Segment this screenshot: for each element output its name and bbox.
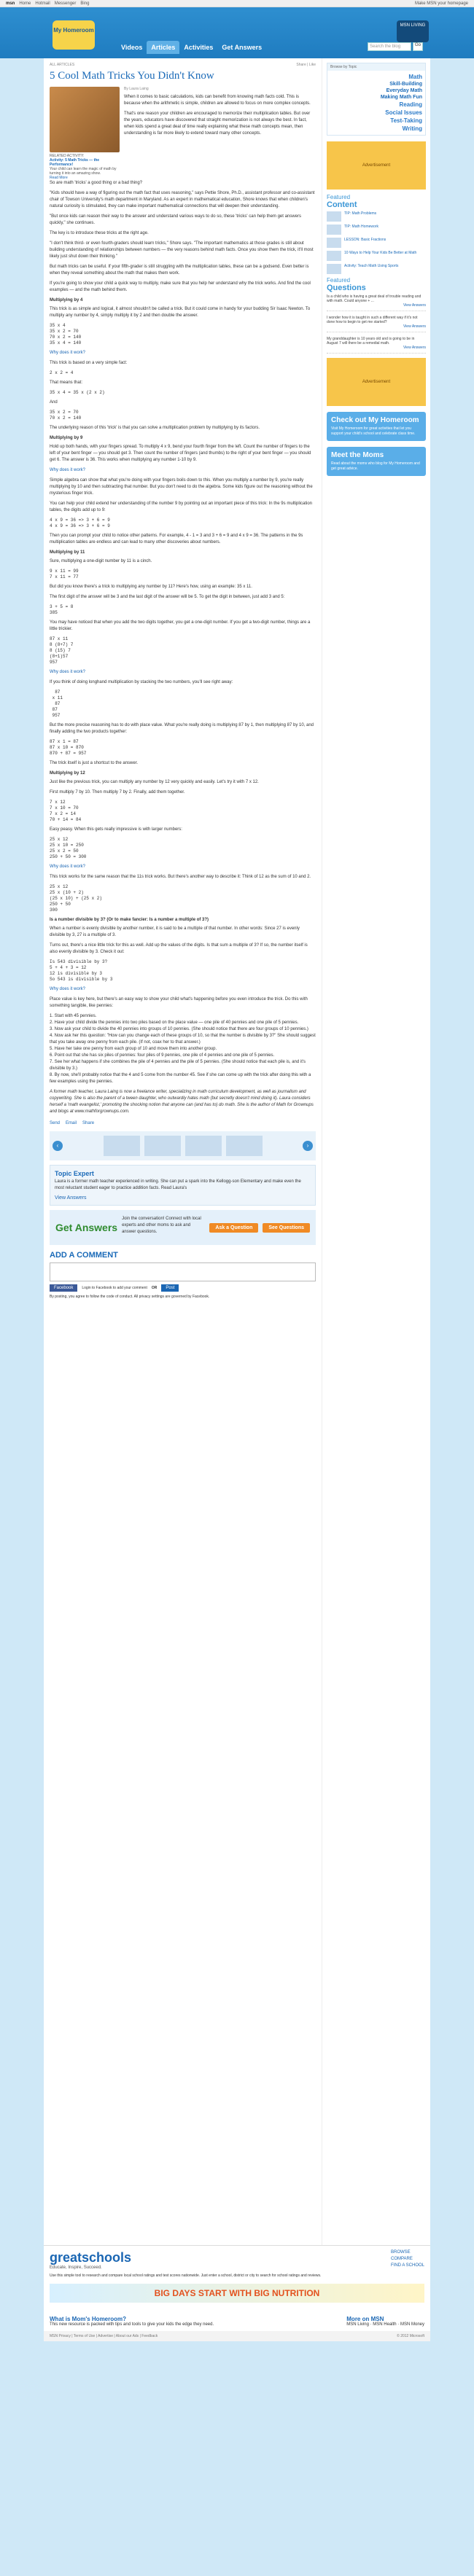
more-msn-title: More on MSN bbox=[346, 2316, 384, 2322]
nav-articles[interactable]: Articles bbox=[147, 41, 179, 54]
why-link[interactable]: Why does it work? bbox=[50, 987, 86, 991]
featured-item[interactable]: TIP: Math Homework bbox=[327, 225, 426, 235]
topic-skill-building[interactable]: Skill-Building bbox=[389, 82, 422, 87]
topbar-link-bing[interactable]: Bing bbox=[80, 1, 90, 6]
calc-block: 35 x 4 35 x 2 = 70 70 x 2 = 140 35 x 4 = 140 bbox=[50, 323, 82, 346]
promo-title: Check out My Homeroom bbox=[331, 416, 419, 424]
add-comment-title: ADD A COMMENT bbox=[50, 1251, 118, 1260]
calc-block: 3 + 5 = 8 385 bbox=[50, 604, 74, 615]
gs-compare[interactable]: COMPARE bbox=[390, 2257, 413, 2261]
comment-textarea[interactable] bbox=[50, 1262, 316, 1281]
para: You can help your child extend her understanding of the number 9 by pointing out an important piece of this trick: In the 9s multiplication tables, the digits add up to 9: bbox=[50, 501, 312, 512]
legal-links[interactable]: MSN Privacy | Terms of Use | Advertise | About our Ads | Feedback bbox=[50, 2334, 158, 2338]
facebook-login-text: Login to Facebook to add your comment bbox=[82, 1286, 147, 1290]
what-is-text: This new resource is packed with tips and tools to give your kids the edge they need. bbox=[50, 2322, 214, 2327]
calc-block: 35 x 4 = 35 x (2 x 2) bbox=[50, 390, 105, 395]
para: This trick is based on a very simple fact: bbox=[50, 361, 128, 365]
featured-questions-title: Featured Questions bbox=[327, 277, 366, 292]
calc-block: 87 x 11 8 (8+7) 7 8 (15) 7 (8+1)57 957 bbox=[50, 636, 74, 665]
topic-everyday-math[interactable]: Everyday Math bbox=[386, 88, 422, 93]
more-msn-link[interactable]: MSN Money bbox=[400, 2322, 424, 2327]
topic-expert-box bbox=[50, 1165, 316, 1206]
para: This trick is as simple and logical, it almost shouldn't be called a trick. But it could come in handy for your budding Sir Isaac Newton. To multiply any number by 4, simply multiply it by 2 and then double the answer. bbox=[50, 307, 311, 318]
sidebar bbox=[322, 58, 430, 2245]
carousel-prev-icon[interactable]: ‹ bbox=[53, 1141, 63, 1151]
para: That means that: bbox=[50, 380, 83, 385]
related-title[interactable]: Activity: 5 Math Tricks — the Performance! bbox=[50, 158, 100, 167]
topic-reading[interactable]: Reading bbox=[399, 101, 422, 108]
all-articles-link[interactable]: ALL ARTICLES bbox=[50, 63, 75, 67]
ask-question-button[interactable]: Ask a Question bbox=[209, 1223, 258, 1233]
carousel-thumb[interactable] bbox=[226, 1136, 263, 1156]
topbar-link-hotmail[interactable]: Hotmail bbox=[35, 1, 50, 6]
section-heading: Multiplying by 11 bbox=[50, 550, 85, 555]
calc-block: 9 x 11 = 99 7 x 11 = 77 bbox=[50, 569, 79, 579]
get-answers-text: Join the conversation! Connect with local experts and other moms to ask and answer questions. bbox=[122, 1217, 201, 1234]
question-item: Is a child who is having a great deal of trouble reading and with math. Could anyone + ... View Answers bbox=[327, 294, 426, 311]
sidebar-ad[interactable]: Advertisement bbox=[327, 141, 426, 190]
read-more-link[interactable]: Read More bbox=[50, 176, 68, 180]
nav-get-answers[interactable]: Get Answers bbox=[222, 44, 263, 51]
para: That's one reason your children are encouraged to memorize their multiplication tables. But over the years, educators have discovered that straight memorization is not always the best. In fact, when kids spend a great deal of time really explaining what these math concepts mean, then understanding is far more likely to extend toward many other concepts. bbox=[124, 112, 311, 136]
para: If you think of doing longhand multiplication by stacking the two numbers, you'll see right away: bbox=[50, 680, 233, 684]
promo-text: Read about the moms who blog for My Homeroom and get great advice. bbox=[331, 461, 420, 471]
greatschools-logo[interactable]: greatschools Educate, Inspire, Succeed. bbox=[50, 2250, 132, 2270]
send-button[interactable]: Send bbox=[50, 1121, 61, 1125]
byline: By Laura Laing bbox=[124, 87, 149, 91]
topbar-link-messenger[interactable]: Messenger bbox=[54, 1, 77, 6]
section-heading: Is a number divisible by 3? (Or to make fancier: Is a number a multiple of 3?) bbox=[50, 918, 209, 922]
promo-title: Meet the Moms bbox=[331, 451, 384, 459]
calc-block: 87 x 11 87 87 957 bbox=[52, 690, 63, 718]
para: Sure, multiplying a one-digit number by 11 is a cinch. bbox=[50, 559, 152, 563]
view-answers-link[interactable]: View Answers bbox=[55, 1195, 87, 1201]
author-bio: A former math teacher, Laura Laing is now a freelance writer, specializing in math curriculum development, as well as journalism and copywriting. She is also the parent of a tween daughter, who outwardly hates math (but secretly doesn't mind doing it). Laura considers herself a 'math evangelist,' promoting the shocking notion that anyone can (and has to) do math. She is the author of Math for Grownups and blogs at www.mathforgrownups.com. bbox=[50, 1090, 314, 1114]
topbar-link-home[interactable]: Home bbox=[19, 1, 31, 6]
topic-social-issues[interactable]: Social Issues bbox=[385, 109, 422, 116]
related-label: RELATED ACTIVITY: bbox=[50, 154, 85, 158]
topic-writing[interactable]: Writing bbox=[402, 125, 422, 132]
why-link[interactable]: Why does it work? bbox=[50, 670, 86, 674]
more-msn-link[interactable]: MSN Living bbox=[346, 2322, 369, 2327]
share-button[interactable]: Share bbox=[82, 1121, 95, 1125]
what-is-title[interactable]: What is Mom's Homeroom? bbox=[50, 2316, 127, 2322]
article-column bbox=[44, 58, 322, 2245]
para: "I don't think third- or even fourth-graders should learn tricks," Shore says. "The important mathematics at those grades is still about building understanding of relationships between numbers — the very reasons behind math facts. Once you show them the trick, it'll most likely just shut down their thinking." bbox=[50, 241, 314, 259]
nav-videos[interactable]: Videos bbox=[121, 44, 143, 51]
calc-block: Is 543 divisible by 3? 5 + 4 + 3 = 12 12 is divisible by 3 So 543 is divisible by 3 bbox=[50, 959, 113, 982]
why-link[interactable]: Why does it work? bbox=[50, 864, 86, 869]
para: The key is to introduce these tricks at the right age. bbox=[50, 231, 149, 235]
topic-making-math-fun[interactable]: Making Math Fun bbox=[380, 95, 422, 100]
top-bar bbox=[0, 0, 474, 7]
msn-living-badge: MSN LIVING bbox=[397, 20, 429, 42]
para: "Kids should have a way of figuring out the math fact that uses reasoning," says Pettie Shore, Ph.D., assistant professor and co-assistant chair of Towson University's math department in Maryland. As an expert in mathematical education, Shore knows that when children's natural curiosity is stimulated, they can make important mathematical connections that will deepen their understanding. bbox=[50, 191, 315, 208]
para: And bbox=[50, 400, 58, 405]
related-activity bbox=[50, 154, 120, 180]
featured-item[interactable]: 10 Ways to Help Your Kids Be Better at Math bbox=[327, 251, 426, 261]
get-answers-logo: Get Answers bbox=[55, 1222, 118, 1233]
get-answers-box bbox=[50, 1210, 316, 1245]
view-answers-link[interactable]: View Answers bbox=[403, 346, 426, 350]
legal-bar bbox=[44, 2331, 430, 2341]
para: But math tricks can be useful. If your fifth-grader is still struggling with the multiplication tables, these can be a godsend. Even better is when they reveal something about the math that makes them work. bbox=[50, 265, 309, 276]
see-questions-button[interactable]: See Questions bbox=[263, 1223, 310, 1233]
greatschools-footer bbox=[44, 2245, 430, 2311]
para: Just like the previous trick, you can multiply any number by 12 very quickly and easily. Let's try it with 7 x 12. bbox=[50, 780, 259, 784]
big-days-banner[interactable]: BIG DAYS START WITH BIG NUTRITION bbox=[50, 2284, 424, 2303]
view-answers-link[interactable]: View Answers bbox=[403, 324, 426, 329]
topic-math[interactable]: Math bbox=[408, 74, 422, 80]
calc-block: 4 x 9 = 36 => 3 + 6 = 9 4 x 9 = 36 => 3 + 6 = 9 bbox=[50, 518, 110, 528]
para: Turns out, there's a nice little trick for this as well. Add up the values of the digits. Is that sum a multiple of 3? If so, the number itself is also evenly divisible by 3. Check it out: bbox=[50, 943, 308, 954]
email-button[interactable]: Email bbox=[66, 1121, 77, 1125]
question-item: I wonder how it is taught in such a different way if it's not done how to begin to get me started? View Answers bbox=[327, 316, 426, 332]
make-homepage-link[interactable]: Make MSN your homepage bbox=[414, 1, 468, 6]
featured-item[interactable]: LESSON: Basic Fractions bbox=[327, 238, 426, 248]
related-carousel bbox=[50, 1131, 316, 1160]
meet-moms-promo[interactable] bbox=[327, 447, 426, 476]
para: The underlying reason of this 'trick' is that you can solve a multiplication problem by multiplying by its factors. bbox=[50, 426, 260, 430]
copyright: © 2012 Microsoft bbox=[397, 2334, 424, 2338]
para: When it comes to basic calculations, kids can benefit from knowing math facts cold. This is because when the arithmetic is simple, children are allowed to focus on more complex concepts. bbox=[124, 95, 311, 106]
para: But the more precise reasoning has to do with place value. What you're really doing is multiplying 87 by 1, then multiplying 87 by 10, and finally adding the two products together: bbox=[50, 723, 314, 734]
para: When a number is evenly divisible by another number, it is said to be a multiple of that number. In other words: Since 27 is evenly divisible by 3, 27 is a multiple of 3. bbox=[50, 926, 300, 937]
carousel-thumb[interactable] bbox=[104, 1136, 140, 1156]
related-text: Your child can learn the magic of math by turning it into an amazing show. bbox=[50, 167, 117, 176]
search-box bbox=[368, 42, 423, 51]
gs-find[interactable]: FIND A SCHOOL bbox=[390, 2263, 424, 2268]
calc-block: 25 x 12 25 x (10 + 2) (25 x 10) + (25 x 2) 250 + 50 300 bbox=[50, 884, 103, 913]
para: The first digit of the answer will be 3 and the last digit of the answer will be 5. To get the digit in between, just add 3 and 5: bbox=[50, 595, 285, 599]
para: But did you know there's a trick to multiplying any number by 11? Here's how, using an example: 35 x 11. bbox=[50, 585, 252, 589]
para: So are math 'tricks' a good thing or a bad thing? bbox=[50, 181, 143, 185]
para: Simple algebra can show that what you're doing with your fingers boils down to this. When you multiply a number by 9, you're really multiplying by 10 and then subtracting that number. But you don't need to do the algebra. Some kids figure out the reasoning without the mysterious finger trick. bbox=[50, 478, 313, 496]
share-like[interactable]: Share | Like bbox=[296, 63, 316, 67]
article-hero-image bbox=[50, 87, 120, 152]
page-title: 5 Cool Math Tricks You Didn't Know bbox=[50, 70, 214, 82]
comment-legal: By posting, you agree to follow the code of conduct. All privacy settings are governed by Facebook. bbox=[50, 1295, 210, 1299]
nav-activities[interactable]: Activities bbox=[184, 44, 214, 51]
para: First multiply 7 by 10. Then multiply 7 by 2. Finally, add them together. bbox=[50, 790, 185, 795]
browse-topics bbox=[327, 63, 426, 136]
calc-block: 2 x 2 = 4 bbox=[50, 370, 74, 375]
para: Hold up both hands, with your fingers spread. To multiply 4 x 9, bend your fourth finger from the left. Count the number of fingers to the left of your bent finger — you should get 3. Then count the number of fingers (and thumbs) to the right of your bent finger — you should get 6. The answer is 36. This works when multiplying any number 1-10 by 9. bbox=[50, 445, 311, 462]
para: "But once kids can reason their way to the answer and understand various ways to do so, these 'tricks' can help them get answers quickly," she continues. bbox=[50, 214, 301, 225]
para: Easy peasy. When this gets really impressive is with larger numbers: bbox=[50, 827, 182, 832]
my-homeroom-logo[interactable]: My Homeroom bbox=[53, 20, 95, 50]
bottom-bar: What is Mom's Homeroom? This new resource is packed with tips and tools to give your kids the edge they need. More on MSN MSN Living · MSN Health · MSN Money bbox=[44, 2311, 430, 2331]
facebook-login-button[interactable]: Facebook bbox=[50, 1284, 77, 1292]
featured-item[interactable]: TIP: Math Problems bbox=[327, 211, 426, 222]
why-link[interactable]: Why does it work? bbox=[50, 468, 86, 472]
why-link[interactable]: Why does it work? bbox=[50, 351, 86, 355]
check-out-promo[interactable] bbox=[327, 412, 426, 441]
featured-content-title: Featured Content bbox=[327, 194, 357, 209]
calc-block: 87 x 1 = 87 87 x 10 = 870 870 + 87 = 957 bbox=[50, 739, 87, 756]
breadcrumb bbox=[50, 63, 316, 67]
section-heading: Multiplying by 12 bbox=[50, 771, 85, 776]
topic-expert-text: Laura is a former math teacher experienced in writing. She can put a spark into the Kellogg-son Elementary and make even the most reluctant student eager to practice addition facts. Read Laura's bbox=[55, 1179, 301, 1190]
para: Then you can prompt your child to notice other patterns. For example, 4 - 1 = 3 and 3 + 6 = 9 and 4 x 9 = 36. The patterns in the 9s multiplication tables are endless and can lead to many other discoveries about numbers. bbox=[50, 534, 303, 545]
para: You may have noticed that when you add the two digits together, you get a one-digit number. If you get a two-digit number, things are a little trickier. bbox=[50, 620, 311, 631]
search-button[interactable]: Go bbox=[413, 42, 423, 51]
steps-list: 1. Start with 45 pennies. 2. Have your child divide the pennies into two piles based on the place value — one pile of 40 pennies and one pile of 5 pennies. 3. Now ask your child to divide the 40 pennies into groups of 10 pennies. (She should notice that there are four groups of 10 pennies.) 4. Now ask her this question: "How can you change each of these groups of 10, so that the number is divisible by 3?" She should suggest that you take away one penny from each pile. (If not, coax her to that answer.) 5. Have her take one penny from each group of 10 and move them into another group. 6. Point out that she has six piles of pennies: four piles of 9 pennies, one pile of 4 pennies and one pile of 5 pennies. 7. See her what happens if she combines the pile of 4 pennies and the pile of 5 pennies. (She should notice that each pile is, and it's divisible by 3.) 8. By now, she'll probably notice that the 4 and 5 come from the number 45. See if she can come up with the trick after doing this with a few examples using the pennies. bbox=[50, 1014, 316, 1084]
more-msn-link[interactable]: MSN Health bbox=[373, 2322, 397, 2327]
question-item: My granddaughter is 10 years old and is going to be in August 7 will there be a remedial math. View Answers bbox=[327, 337, 426, 354]
carousel-next-icon[interactable]: › bbox=[303, 1141, 313, 1151]
carousel-thumb[interactable] bbox=[144, 1136, 181, 1156]
featured-item[interactable]: Activity: Teach Math Using Sports bbox=[327, 264, 426, 274]
para: Place value is key here, but there's an easy way to show your child what's happening before you even introduce the trick. Do this with something tangible, like pennies: bbox=[50, 997, 308, 1008]
main-nav bbox=[117, 41, 266, 54]
calc-block: 25 x 12 25 x 10 = 250 25 x 2 = 50 250 + 50 = 300 bbox=[50, 837, 87, 859]
or-label: OR bbox=[151, 1286, 158, 1290]
view-answers-link[interactable]: View Answers bbox=[403, 303, 426, 308]
para: This trick works for the same reason that the 11s trick works. But there's another way to describe it: Think of 12 as the sum of 10 and 2. bbox=[50, 875, 311, 879]
promo-text: Visit My Homeroom for great activities that let you support your child's school and celebrate class time. bbox=[331, 426, 416, 436]
msn-brand[interactable]: msn bbox=[6, 1, 15, 6]
carousel-thumb[interactable] bbox=[185, 1136, 222, 1156]
topic-test-taking[interactable]: Test-Taking bbox=[390, 117, 422, 124]
calc-block: 7 x 12 7 x 10 = 70 7 x 2 = 14 70 + 14 = 84 bbox=[50, 800, 82, 822]
browse-topics-title: Browse by Topic bbox=[327, 63, 425, 71]
para: The trick itself is just a shortcut to the answer. bbox=[50, 761, 139, 765]
topic-expert-title: Topic Expert bbox=[55, 1170, 94, 1177]
section-heading: Multiplying by 9 bbox=[50, 436, 83, 440]
calc-block: 35 x 2 = 70 70 x 2 = 140 bbox=[50, 410, 82, 421]
para: If you're going to show your child a quick way to multiply, make sure that you help her understand why the trick works. And find the cool examples — and the math behind them. bbox=[50, 281, 311, 292]
gs-browse[interactable]: BROWSE bbox=[390, 2250, 411, 2255]
search-input[interactable]: Search the blog bbox=[368, 42, 411, 51]
gs-blurb: Use this simple tool to research and compare local school ratings and test scores nationwide. Just enter a school, district or city to search for school ratings and reviews. bbox=[50, 2273, 322, 2278]
sidebar-ad[interactable]: Advertisement bbox=[327, 358, 426, 406]
section-heading: Multiplying by 4 bbox=[50, 298, 83, 303]
post-button[interactable]: Post bbox=[161, 1284, 179, 1292]
comment-section bbox=[50, 1251, 316, 1300]
share-bar bbox=[50, 1121, 316, 1125]
site-header bbox=[0, 7, 474, 58]
